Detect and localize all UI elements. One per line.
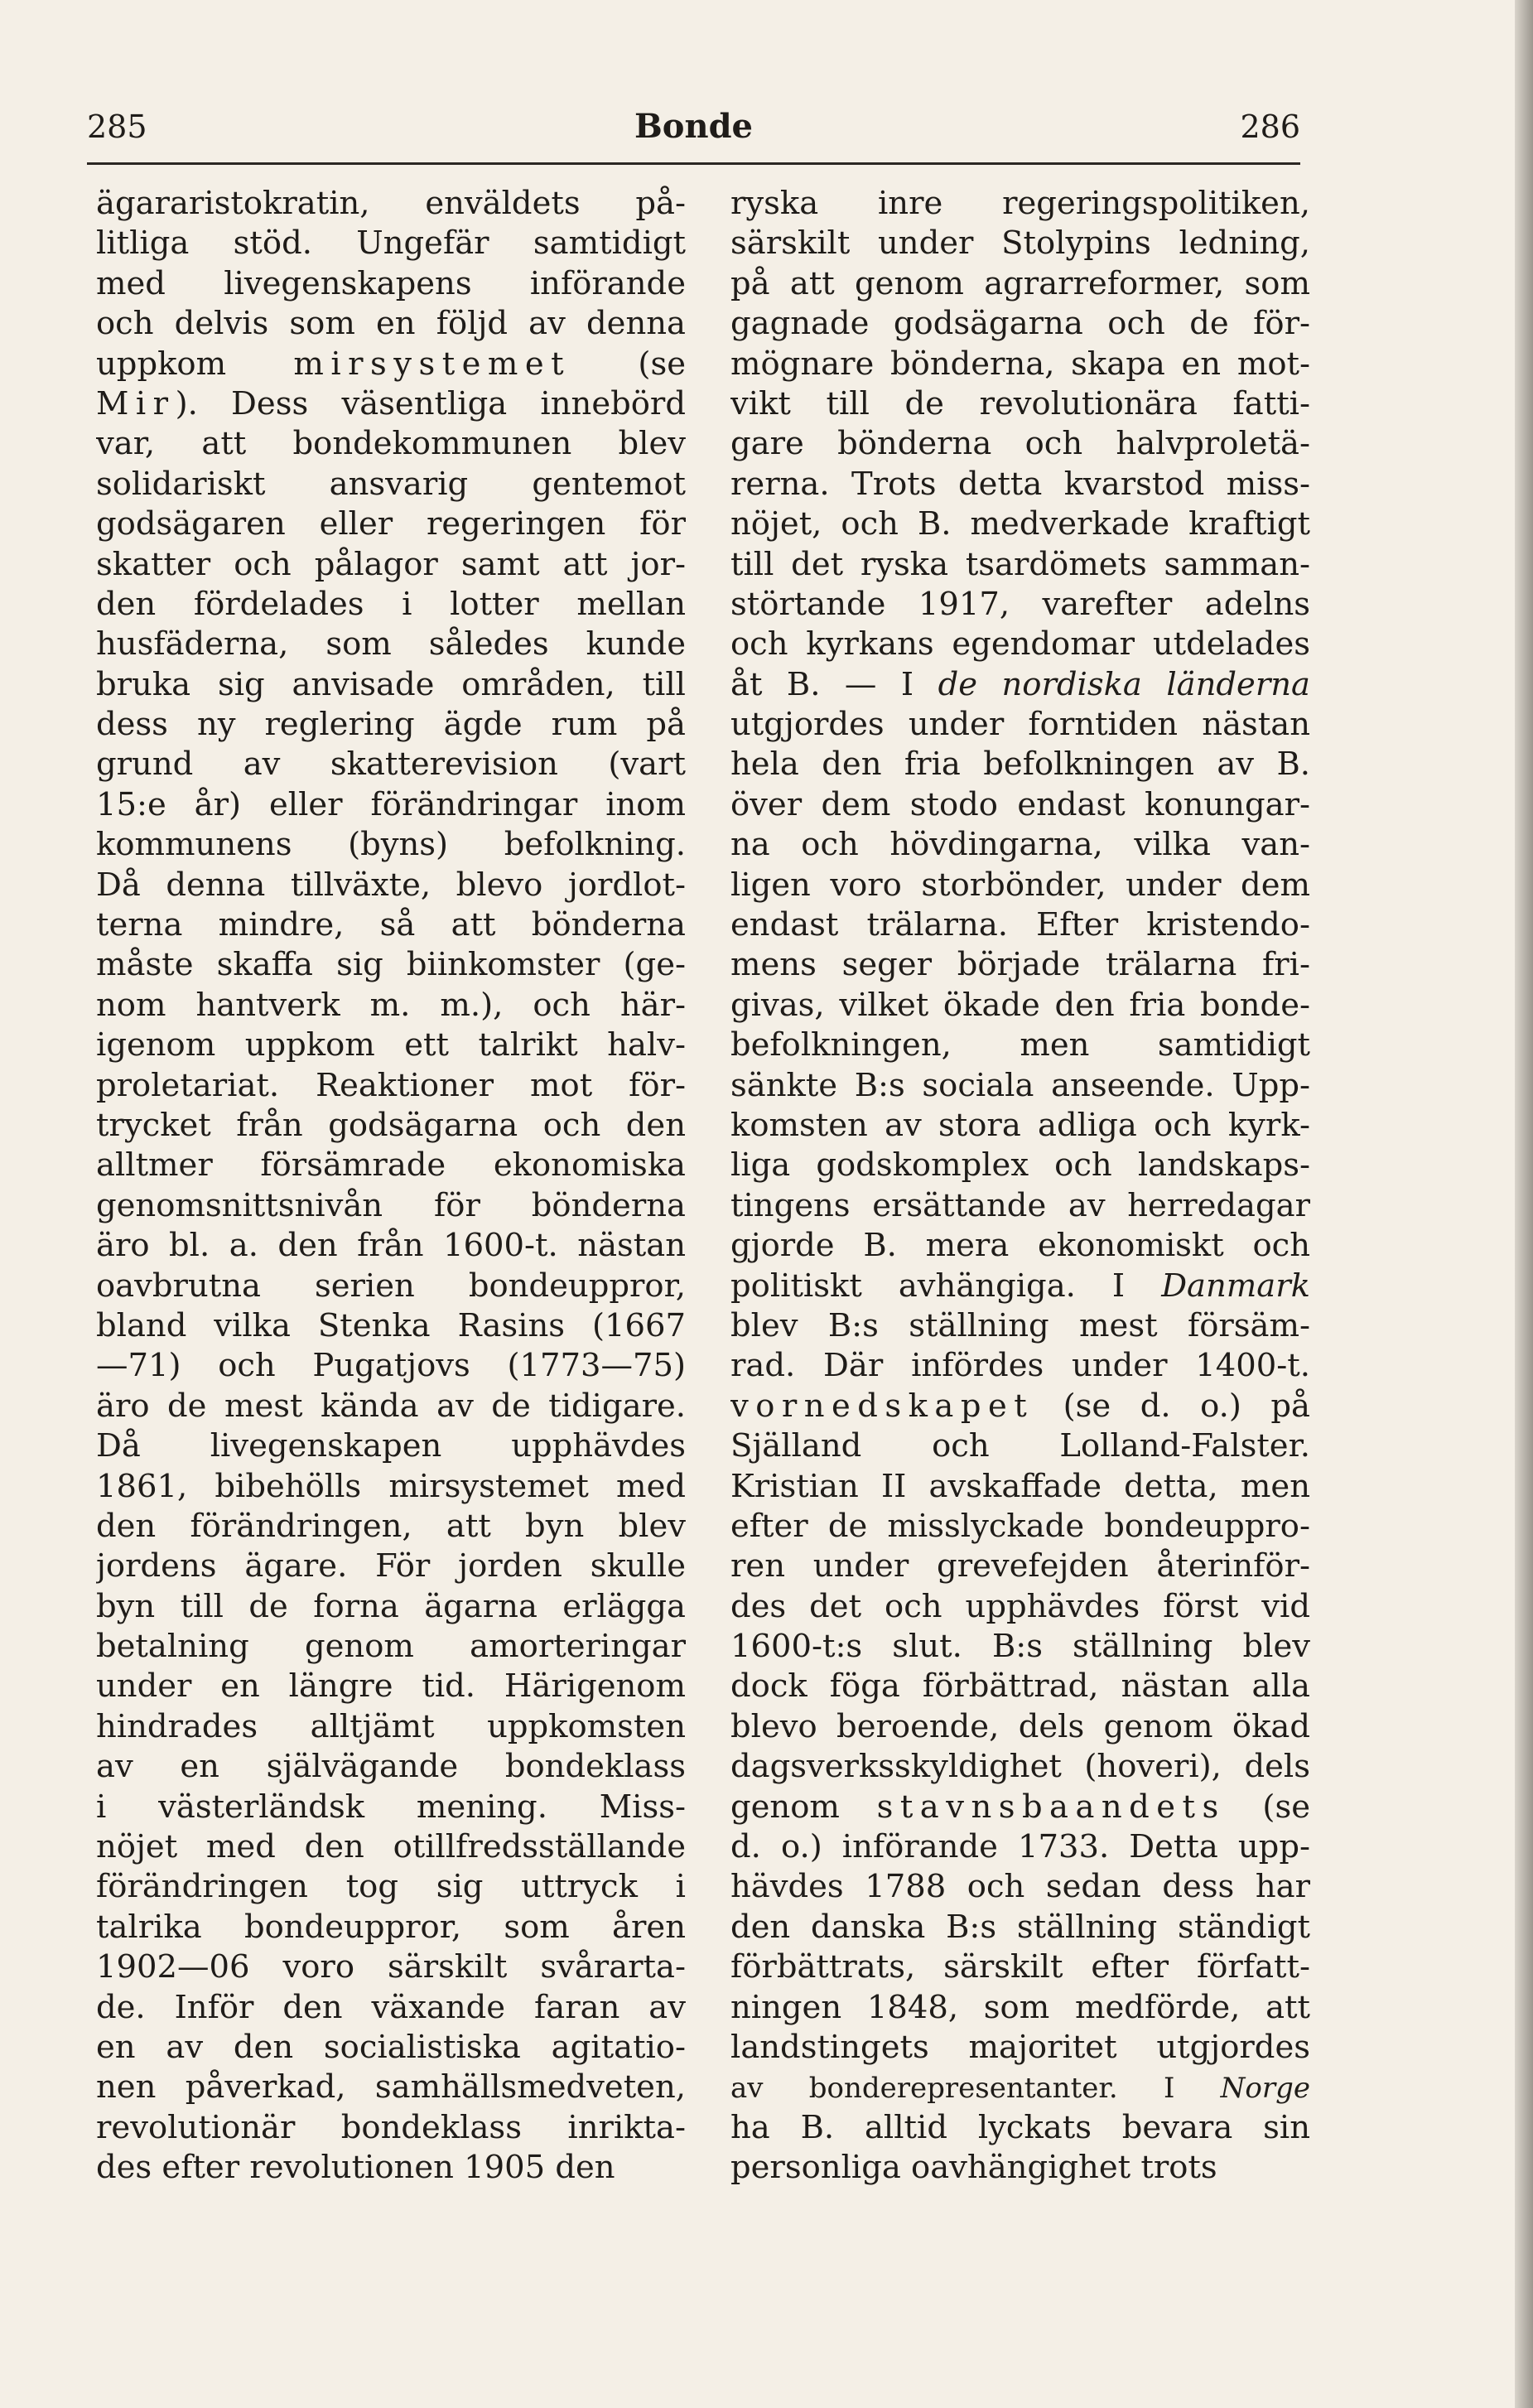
text-line [96, 224, 686, 263]
text-line [730, 945, 1310, 985]
text-run: mens seger började trälarna fri- [730, 946, 1310, 984]
text-run: Då livegenskapen upphävdes [96, 1427, 686, 1465]
text-line [730, 1306, 1310, 1346]
text-run: kommunens (byns) befolkning. [96, 826, 686, 864]
text-line [96, 1547, 686, 1586]
page-edge-shadow [1515, 0, 1533, 2408]
text-line [730, 184, 1310, 224]
text-run: genom [730, 1788, 877, 1826]
text-line [730, 1346, 1310, 1386]
text-line [730, 1186, 1310, 1226]
text-run: solidariskt ansvarig gentemot [96, 465, 686, 503]
text-run: rad. Där infördes under 1400-t. [730, 1347, 1310, 1385]
text-line [96, 465, 686, 504]
text-line [730, 1988, 1310, 2028]
text-run: talrika bondeuppror, som åren [96, 1908, 686, 1946]
text-line [730, 264, 1310, 304]
text-line [730, 2148, 1310, 2188]
text-run: bland vilka Stenka Rasins (1667 [96, 1306, 686, 1344]
text-run: i västerländsk mening. Miss- [96, 1788, 686, 1826]
text-line [96, 785, 686, 825]
text-run: bruka sig anvisade områden, till [96, 665, 686, 703]
text-run: dess ny reglering ägde rum på [96, 706, 686, 744]
text-run: revolutionär bondeklass inrikta- [96, 2108, 686, 2146]
text-line [96, 384, 686, 424]
text-line [730, 1025, 1310, 1065]
text-run: terna mindre, så att bönderna [96, 906, 686, 944]
text-line [96, 945, 686, 985]
text-run: —71) och Pugatjovs (1773—75) [96, 1347, 686, 1385]
text-run: vornedskapet [730, 1387, 1034, 1425]
text-run: byn till de forna ägarna erlägga [96, 1587, 686, 1625]
text-run: husfäderna, som således kunde [96, 625, 686, 664]
text-line [96, 1267, 686, 1306]
text-run: hävdes 1788 och sedan dess har [730, 1868, 1310, 1906]
text-line [96, 1306, 686, 1346]
text-line [96, 345, 686, 384]
text-run: Norge [1220, 2072, 1310, 2106]
text-line [730, 785, 1310, 825]
text-line [96, 1908, 686, 1947]
text-line [730, 1467, 1310, 1507]
text-run: gare bönderna och halvproletä- [730, 425, 1310, 463]
text-line [96, 2148, 686, 2188]
text-run: åt B. — I [730, 665, 938, 703]
text-line [730, 1627, 1310, 1667]
text-run: särskilt under Stolypins ledning, [730, 224, 1310, 263]
text-run: politiskt avhängiga. I [730, 1267, 1162, 1305]
text-run: uppkom [96, 345, 294, 383]
text-run: med livegenskapens införande [96, 264, 686, 302]
text-line [730, 585, 1310, 625]
running-head-title: Bonde [634, 107, 753, 146]
text-run: hela den fria befolkningen av B. [730, 746, 1310, 784]
text-run: sänkte B:s sociala anseende. Upp- [730, 1066, 1310, 1104]
text-run: stavnsbaandets [876, 1788, 1226, 1826]
text-line [730, 625, 1310, 664]
text-line [96, 1467, 686, 1507]
text-line [730, 1827, 1310, 1867]
text-run: (se d. o.) på [1034, 1387, 1310, 1425]
text-line [730, 905, 1310, 945]
text-run: des det och upphävdes först vid [730, 1587, 1310, 1625]
text-line [730, 1747, 1310, 1787]
right-text-column [730, 184, 1310, 2304]
text-line [96, 1667, 686, 1706]
text-run: liga godskomplex och landskaps- [730, 1146, 1310, 1185]
text-line [96, 504, 686, 544]
text-run: Danmark [1161, 1267, 1310, 1305]
text-run: den danska B:s ställning ständigt [730, 1908, 1310, 1946]
text-run: de. Inför den växande faran av [96, 1988, 686, 2026]
text-run: på att genom agrarreformer, som [730, 264, 1310, 302]
text-line [730, 1226, 1310, 1266]
text-line [730, 1788, 1310, 1827]
header-rule [87, 162, 1300, 165]
text-line [96, 1747, 686, 1787]
text-line [730, 1507, 1310, 1547]
text-line [96, 1426, 686, 1466]
text-line [730, 304, 1310, 344]
text-line [96, 264, 686, 304]
text-run: grund av skatterevision (vart [96, 746, 686, 784]
text-run: 1600-t:s slut. B:s ställning blev [730, 1628, 1310, 1666]
text-run: vikt till de revolutionära fatti- [730, 384, 1310, 422]
text-line [96, 2028, 686, 2068]
text-run: trycket från godsägarna och den [96, 1106, 686, 1144]
text-line [96, 1947, 686, 1987]
text-run: tingens ersättande av herredagar [730, 1186, 1310, 1224]
text-line [96, 2108, 686, 2148]
text-line [730, 1908, 1310, 1947]
text-line [730, 345, 1310, 384]
text-run: ningen 1848, som medförde, att [730, 1988, 1310, 2026]
text-line [96, 1627, 686, 1667]
text-line [730, 986, 1310, 1025]
text-line [730, 1146, 1310, 1185]
text-run: personliga oavhängighet trots [730, 2149, 1217, 2187]
text-run: godsägaren eller regeringen för [96, 505, 686, 543]
text-line [96, 1827, 686, 1867]
text-line [96, 2068, 686, 2107]
text-line [96, 1066, 686, 1106]
text-run: alltmer försämrade ekonomiska [96, 1146, 686, 1185]
text-run: blevo beroende, dels genom ökad [730, 1707, 1310, 1745]
text-run: under en längre tid. Härigenom [96, 1667, 686, 1706]
text-run: 15:e år) eller förändringar inom [96, 785, 686, 823]
text-run: äro bl. a. den från 1600-t. nästan [96, 1227, 686, 1265]
text-line [730, 1267, 1310, 1306]
text-line [96, 1106, 686, 1146]
text-run: na och hövdingarna, vilka van- [730, 826, 1310, 864]
text-run: den fördelades i lotter mellan [96, 585, 686, 623]
text-run: dock föga förbättrad, nästan alla [730, 1667, 1310, 1706]
text-line [96, 1025, 686, 1065]
text-run: 1902—06 voro särskilt svårarta- [96, 1948, 686, 1986]
text-run: nom hantverk m. m.), och här- [96, 986, 686, 1024]
text-line [96, 1186, 686, 1226]
text-line [730, 705, 1310, 745]
text-run: nöjet med den otillfredsställande [96, 1828, 686, 1866]
text-run: måste skaffa sig biinkomster (ge- [96, 946, 686, 984]
text-line [96, 1988, 686, 2028]
text-run: Kristian II avskaffade detta, men [730, 1467, 1310, 1505]
text-run: hindrades alltjämt uppkomsten [96, 1707, 686, 1745]
text-line [730, 465, 1310, 504]
text-line [730, 1707, 1310, 1747]
text-run: mögnare bönderna, skapa en mot- [730, 345, 1310, 383]
text-line [96, 665, 686, 705]
text-run: ägararistokratin, enväldets på- [96, 185, 686, 222]
text-run: oavbrutna serien bondeuppror, [96, 1267, 686, 1305]
text-line [96, 304, 686, 344]
text-line [730, 1947, 1310, 1987]
text-run: och delvis som en följd av denna [96, 305, 686, 343]
text-run: äro de mest kända av de tidigare. [96, 1387, 686, 1425]
text-line [96, 986, 686, 1025]
text-line [730, 1106, 1310, 1146]
text-run: endast trälarna. Efter kristendo- [730, 906, 1310, 944]
text-run: ren under grevefejden återinför- [730, 1547, 1310, 1585]
text-line [96, 585, 686, 625]
text-run: komsten av stora adliga och kyrk- [730, 1106, 1310, 1144]
text-line [96, 625, 686, 664]
text-line [730, 866, 1310, 905]
text-line [730, 504, 1310, 544]
text-run: störtande 1917, varefter adelns [730, 585, 1310, 623]
text-run: litliga stöd. Ungefär samtidigt [96, 224, 686, 263]
text-line [730, 1587, 1310, 1627]
text-run: gagnade godsägarna och de för- [730, 305, 1310, 343]
text-line [96, 545, 686, 585]
text-line [730, 825, 1310, 865]
text-run: (se [1225, 1788, 1310, 1826]
text-line [96, 825, 686, 865]
text-run: givas, vilket ökade den fria bonde- [730, 986, 1310, 1024]
text-run: betalning genom amorteringar [96, 1628, 686, 1666]
text-line [730, 2108, 1310, 2148]
text-run: av bonderepresentanter. I [730, 2072, 1221, 2106]
text-run: befolkningen, men samtidigt [730, 1026, 1310, 1064]
text-line [730, 424, 1310, 464]
text-line [96, 1788, 686, 1827]
text-run: rerna. Trots detta kvarstod miss- [730, 465, 1310, 503]
text-run: var, att bondekommunen blev [96, 425, 686, 463]
text-run: den förändringen, att byn blev [96, 1507, 686, 1545]
text-run: des efter revolutionen 1905 den [96, 2149, 615, 2187]
text-run: ryska inre regeringspolitiken, [730, 185, 1310, 222]
text-line [96, 866, 686, 905]
text-run: landstingets majoritet utgjordes [730, 2028, 1310, 2066]
text-run: efter de misslyckade bondeuppro- [730, 1507, 1310, 1545]
text-line [730, 665, 1310, 705]
text-line [96, 1587, 686, 1627]
text-line [730, 1667, 1310, 1706]
text-line [730, 1547, 1310, 1586]
text-run: nen påverkad, samhällsmedveten, [96, 2068, 686, 2106]
text-line [96, 745, 686, 784]
text-line [730, 545, 1310, 585]
page-number-right: 286 [1240, 109, 1300, 145]
text-run: ligen voro storbönder, under dem [730, 866, 1310, 904]
text-line [730, 224, 1310, 263]
text-line [96, 1146, 686, 1185]
text-line [96, 905, 686, 945]
text-run: nöjet, och B. medverkade kraftigt [730, 505, 1310, 543]
text-line [96, 705, 686, 745]
text-line [730, 384, 1310, 424]
text-run: genomsnittsnivån för bönderna [96, 1186, 686, 1224]
text-run: jordens ägare. För jorden skulle [96, 1547, 686, 1585]
text-run: igenom uppkom ett talrikt halv- [96, 1026, 686, 1064]
text-run: utgjordes under forntiden nästan [730, 706, 1310, 744]
text-line [96, 1226, 686, 1266]
text-run: Då denna tillväxte, blevo jordlot- [96, 866, 686, 904]
text-line [96, 1867, 686, 1907]
text-run: proletariat. Reaktioner mot för- [96, 1066, 686, 1104]
text-run: d. o.) införande 1733. Detta upp- [730, 1828, 1310, 1866]
text-line [96, 1346, 686, 1386]
text-run: förbättrats, särskilt efter författ- [730, 1948, 1310, 1986]
text-run: ). Dess väsentliga innebörd [175, 384, 686, 422]
text-line [730, 1867, 1310, 1907]
text-run: av en självägande bondeklass [96, 1748, 686, 1786]
text-run: skatter och pålagor samt att jor- [96, 545, 686, 583]
text-line [96, 1387, 686, 1426]
text-line [730, 2068, 1310, 2107]
text-run: och kyrkans egendomar utdelades [730, 625, 1310, 664]
text-run: Själland och Lolland-Falster. [730, 1427, 1310, 1465]
text-run: mirsystemet [293, 345, 571, 383]
text-run: en av den socialistiska agitatio- [96, 2028, 686, 2066]
text-line [96, 184, 686, 224]
page-header [87, 106, 1300, 156]
text-run: Mir [96, 384, 176, 422]
text-run: 1861, bibehölls mirsystemet med [96, 1467, 686, 1505]
text-run: dagsverksskyldighet (hoveri), dels [730, 1748, 1310, 1786]
text-run: förändringen tog sig uttryck i [96, 1868, 686, 1906]
text-line [96, 1507, 686, 1547]
text-run: blev B:s ställning mest försäm- [730, 1306, 1310, 1344]
text-line [730, 1387, 1310, 1426]
text-run: gjorde B. mera ekonomiskt och [730, 1227, 1310, 1265]
text-line [730, 745, 1310, 784]
left-text-column [96, 184, 686, 2304]
text-run: (se [571, 345, 686, 383]
page-number-left: 285 [87, 109, 147, 145]
text-line [96, 1707, 686, 1747]
text-line [730, 1426, 1310, 1466]
text-line [730, 2028, 1310, 2068]
text-run: till det ryska tsardömets samman- [730, 545, 1310, 583]
text-run: ha B. alltid lyckats bevara sin [730, 2108, 1310, 2146]
text-line [730, 1066, 1310, 1106]
text-run: över dem stodo endast konungar- [730, 785, 1310, 823]
text-line [96, 424, 686, 464]
text-run: de nordiska länderna [938, 665, 1310, 703]
